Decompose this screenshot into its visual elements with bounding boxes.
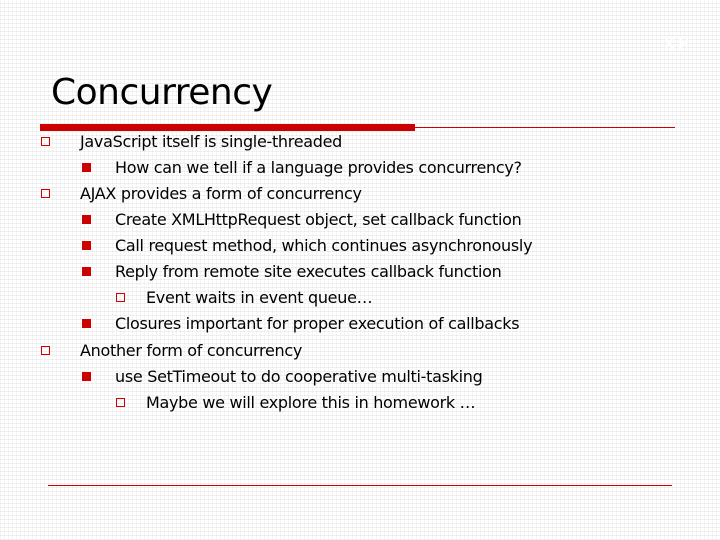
bullet-text: Reply from remote site executes callback function [115,262,502,281]
bullet-text: use SetTimeout to do cooperative multi-tasking [115,367,483,386]
title-underline-thick [40,124,415,131]
bullet-text: How can we tell if a language provides concurrency? [115,158,522,177]
solid-square-bullet-icon [82,372,91,381]
solid-square-bullet-icon [82,241,91,250]
bullet-text: Call request method, which continues asynchronously [115,236,533,255]
hollow-square-bullet-icon [41,137,50,146]
solid-square-bullet-icon [82,267,91,276]
title-underline-thin [415,127,675,128]
bullet-text: JavaScript itself is single-threaded [80,132,343,151]
bullet-text: Another form of concurrency [80,341,303,360]
bullet-text: Closures important for proper execution of callbacks [115,314,520,333]
hollow-square-bullet-icon [116,398,125,407]
solid-square-bullet-icon [82,319,91,328]
bullet-text: Create XMLHttpRequest object, set callback function [115,210,522,229]
hollow-square-bullet-icon [41,346,50,355]
footer-divider [48,485,672,486]
solid-square-bullet-icon [82,215,91,224]
bullet-text: Maybe we will explore this in homework … [146,393,476,412]
hollow-square-bullet-icon [116,293,125,302]
corner-mark: XP [663,34,690,55]
bullet-text: Event waits in event queue… [146,288,373,307]
bullet-text: AJAX provides a form of concurrency [80,184,362,203]
hollow-square-bullet-icon [41,189,50,198]
solid-square-bullet-icon [82,163,91,172]
slide-title: Concurrency [51,72,273,113]
